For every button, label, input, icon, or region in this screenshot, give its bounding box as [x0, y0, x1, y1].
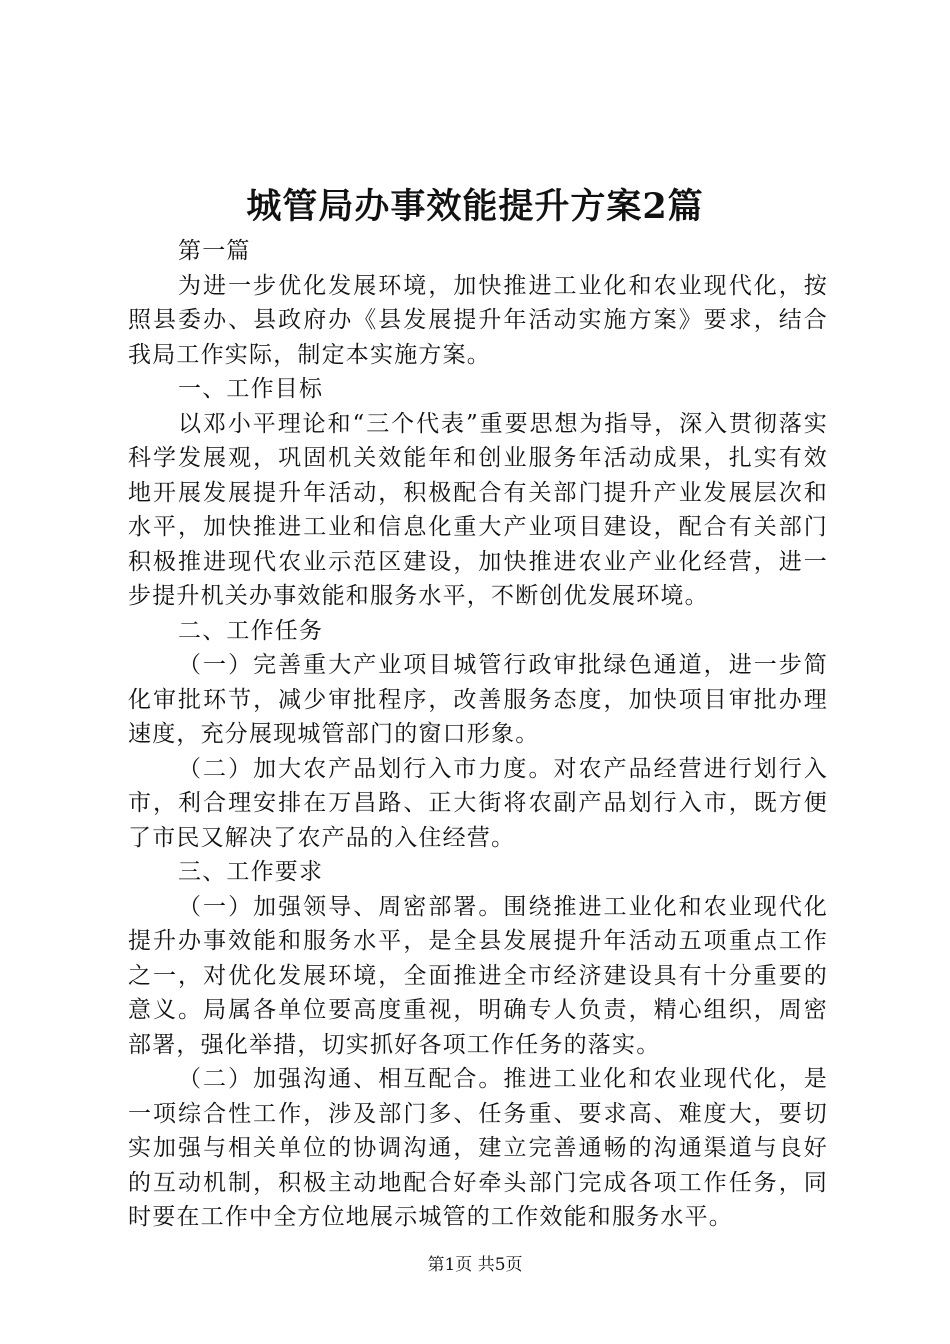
document-body: [128, 234, 828, 1235]
intro-paragraph: 为进一步优化发展环境，加快推进工业化和农业现代化，按照县委办、县政府办《县发展提升年活动实施方案》要求，结合我局工作实际，制定本实施方案。: [128, 272, 828, 368]
section-heading-goals: 一、工作目标: [178, 376, 324, 402]
requirement-item-1: （一）加强领导、周密部署。围绕推进工业化和农业现代化提升办事效能和服务水平，是全县发展提升年活动五项重点工作之一，对优化发展环境，全面推进全市经济建设具有十分重要的意义。局属各单位要高度重视，明确专人负责，精心组织，周密部署，强化举措，切实抓好各项工作任务的落实。: [128, 893, 828, 1058]
requirement-item-2: （二）加强沟通、相互配合。推进工业化和农业现代化，是一项综合性工作，涉及部门多、任务重、要求高、难度大，要切实加强与相关单位的协调沟通，建立完善通畅的沟通渠道与良好的互动机制，积极主动地配合好牵头部门完成各项工作任务，同时要在工作中全方位地展示城管的工作效能和服务水平。: [128, 1066, 828, 1230]
task-item-1: （一）完善重大产业项目城管行政审批绿色通道，进一步简化审批环节，减少审批程序，改善服务态度，加快项目审批办理速度，充分展现城管部门的窗口形象。: [128, 652, 828, 747]
document-title: 城管局办事效能提升方案2篇: [246, 186, 704, 227]
section-heading-tasks: 二、工作任务: [178, 617, 324, 644]
goals-paragraph: 以邓小平理论和“三个代表”重要思想为指导，深入贯彻落实科学发展观，巩固机关效能年和创业服务年活动成果，扎实有效地开展发展提升年活动，积极配合有关部门提升产业发展层次和水平，加快推进工业和信息化重大产业项目建设，配合有关部门积极推进现代农业示范区建设，加快推进农业产业化经营，进一步提升机关办事效能和服务水平，不断创优发展环境。: [128, 410, 828, 609]
page-number-footer: 第1页 共5页: [427, 1255, 523, 1275]
section-heading-requirements: 三、工作要求: [178, 859, 324, 885]
task-item-2: （二）加大农产品划行入市力度。对农产品经营进行划行入市，利合理安排在万昌路、正大街将农副产品划行入市，既方便了市民又解决了农产品的入住经营。: [128, 755, 828, 851]
section-heading-part-one: 第一篇: [178, 238, 251, 264]
